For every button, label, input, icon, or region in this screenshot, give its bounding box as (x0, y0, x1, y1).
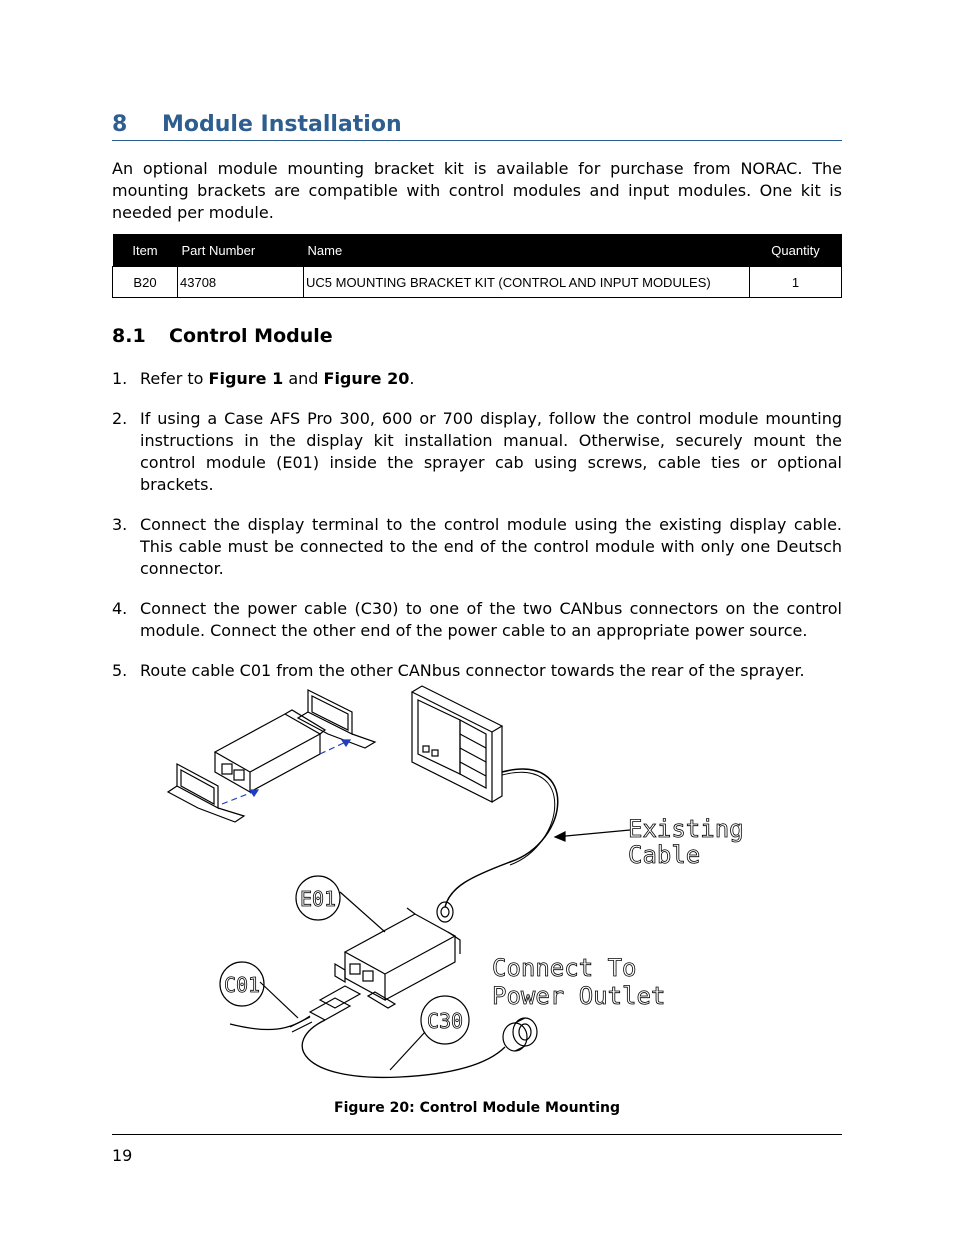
existing-cable-label-line2: Cable (628, 841, 701, 869)
subsection-number: 8.1 (112, 325, 146, 347)
section-title: Module Installation (162, 112, 402, 137)
c01-cable (230, 1016, 310, 1030)
header-item: Item (113, 234, 178, 267)
step-number: 3. (112, 515, 128, 534)
existing-cable-label-line1: Existing (628, 815, 744, 843)
steps-list (112, 368, 842, 700)
connect-power-label-line1: Connect To (492, 954, 637, 982)
figure-ref-link: Figure 1 (208, 369, 284, 388)
step-text (140, 369, 414, 388)
step-text-part: . (409, 369, 415, 388)
cell-item: B20 (113, 267, 178, 298)
list-item (112, 408, 842, 496)
control-module-e01 (335, 908, 460, 1008)
step-text: If using a Case AFS Pro 300, 600 or 700 display, follow the control module mounting instructions in the display kit installation manual. Otherwise, securely mount the control module (E01) inside the sprayer cab using screws, cable ties or optional brackets. (140, 409, 842, 494)
c01-label: C01 (223, 973, 261, 997)
cell-quantity: 1 (750, 267, 842, 298)
e01-label: E01 (299, 887, 337, 911)
page-number: 19 (112, 1146, 133, 1165)
c01-leader (260, 982, 298, 1018)
header-name: Name (304, 234, 750, 267)
header-quantity: Quantity (750, 234, 842, 267)
list-item (112, 660, 842, 682)
footer-divider (112, 1134, 842, 1135)
control-module-diagram (160, 682, 760, 1092)
step-text: Connect the display terminal to the control module using the existing display cable. This cable must be connected to the end of the control module with only one Deutsch connector. (140, 515, 842, 578)
step-number: 1. (112, 369, 128, 388)
list-item (112, 598, 842, 642)
existing-cable-leader (555, 830, 630, 837)
table-row (113, 267, 842, 298)
figure-caption: Figure 20: Control Module Mounting (334, 1100, 620, 1116)
power-cable-connector (503, 1018, 537, 1051)
figure-ref-link: Figure 20 (323, 369, 410, 388)
intro-paragraph: An optional module mounting bracket kit is available for purchase from NORAC. The mounting brackets are compatible with control modules and input modules. One kit is needed per module. (112, 159, 842, 222)
cell-part-number: 43708 (178, 267, 304, 298)
step-text-part: Refer to (140, 369, 209, 388)
step-number: 2. (112, 409, 128, 428)
step-text: Route cable C01 from the other CANbus connector towards the rear of the sprayer. (140, 661, 805, 680)
display-terminal (412, 686, 502, 802)
list-item (112, 514, 842, 580)
step-text-part: and (283, 369, 324, 388)
c01-connector-cluster (290, 986, 360, 1032)
step-number: 5. (112, 661, 128, 680)
parts-table (112, 234, 842, 298)
header-part-number: Part Number (178, 234, 304, 267)
step-text: Connect the power cable (C30) to one of the two CANbus connectors on the control module. Connect the other end of the power cable to an appropriate power source. (140, 599, 842, 640)
list-item (112, 368, 842, 390)
existing-display-cable (445, 769, 558, 907)
module-exploded-view (215, 710, 325, 792)
step-number: 4. (112, 599, 128, 618)
c30-leader (390, 1032, 425, 1070)
connect-power-label-line2: Power Outlet (492, 982, 666, 1010)
subsection-title: Control Module (169, 325, 333, 347)
cell-name: UC5 MOUNTING BRACKET KIT (CONTROL AND INPUT MODULES) (304, 267, 750, 298)
c30-label: C30 (426, 1009, 464, 1033)
table-header-row (113, 234, 842, 267)
e01-leader (340, 892, 385, 932)
section-number: 8 (112, 112, 128, 137)
mounting-bracket-left (168, 764, 244, 822)
c30-cable (302, 1020, 505, 1077)
section-heading (112, 110, 842, 141)
